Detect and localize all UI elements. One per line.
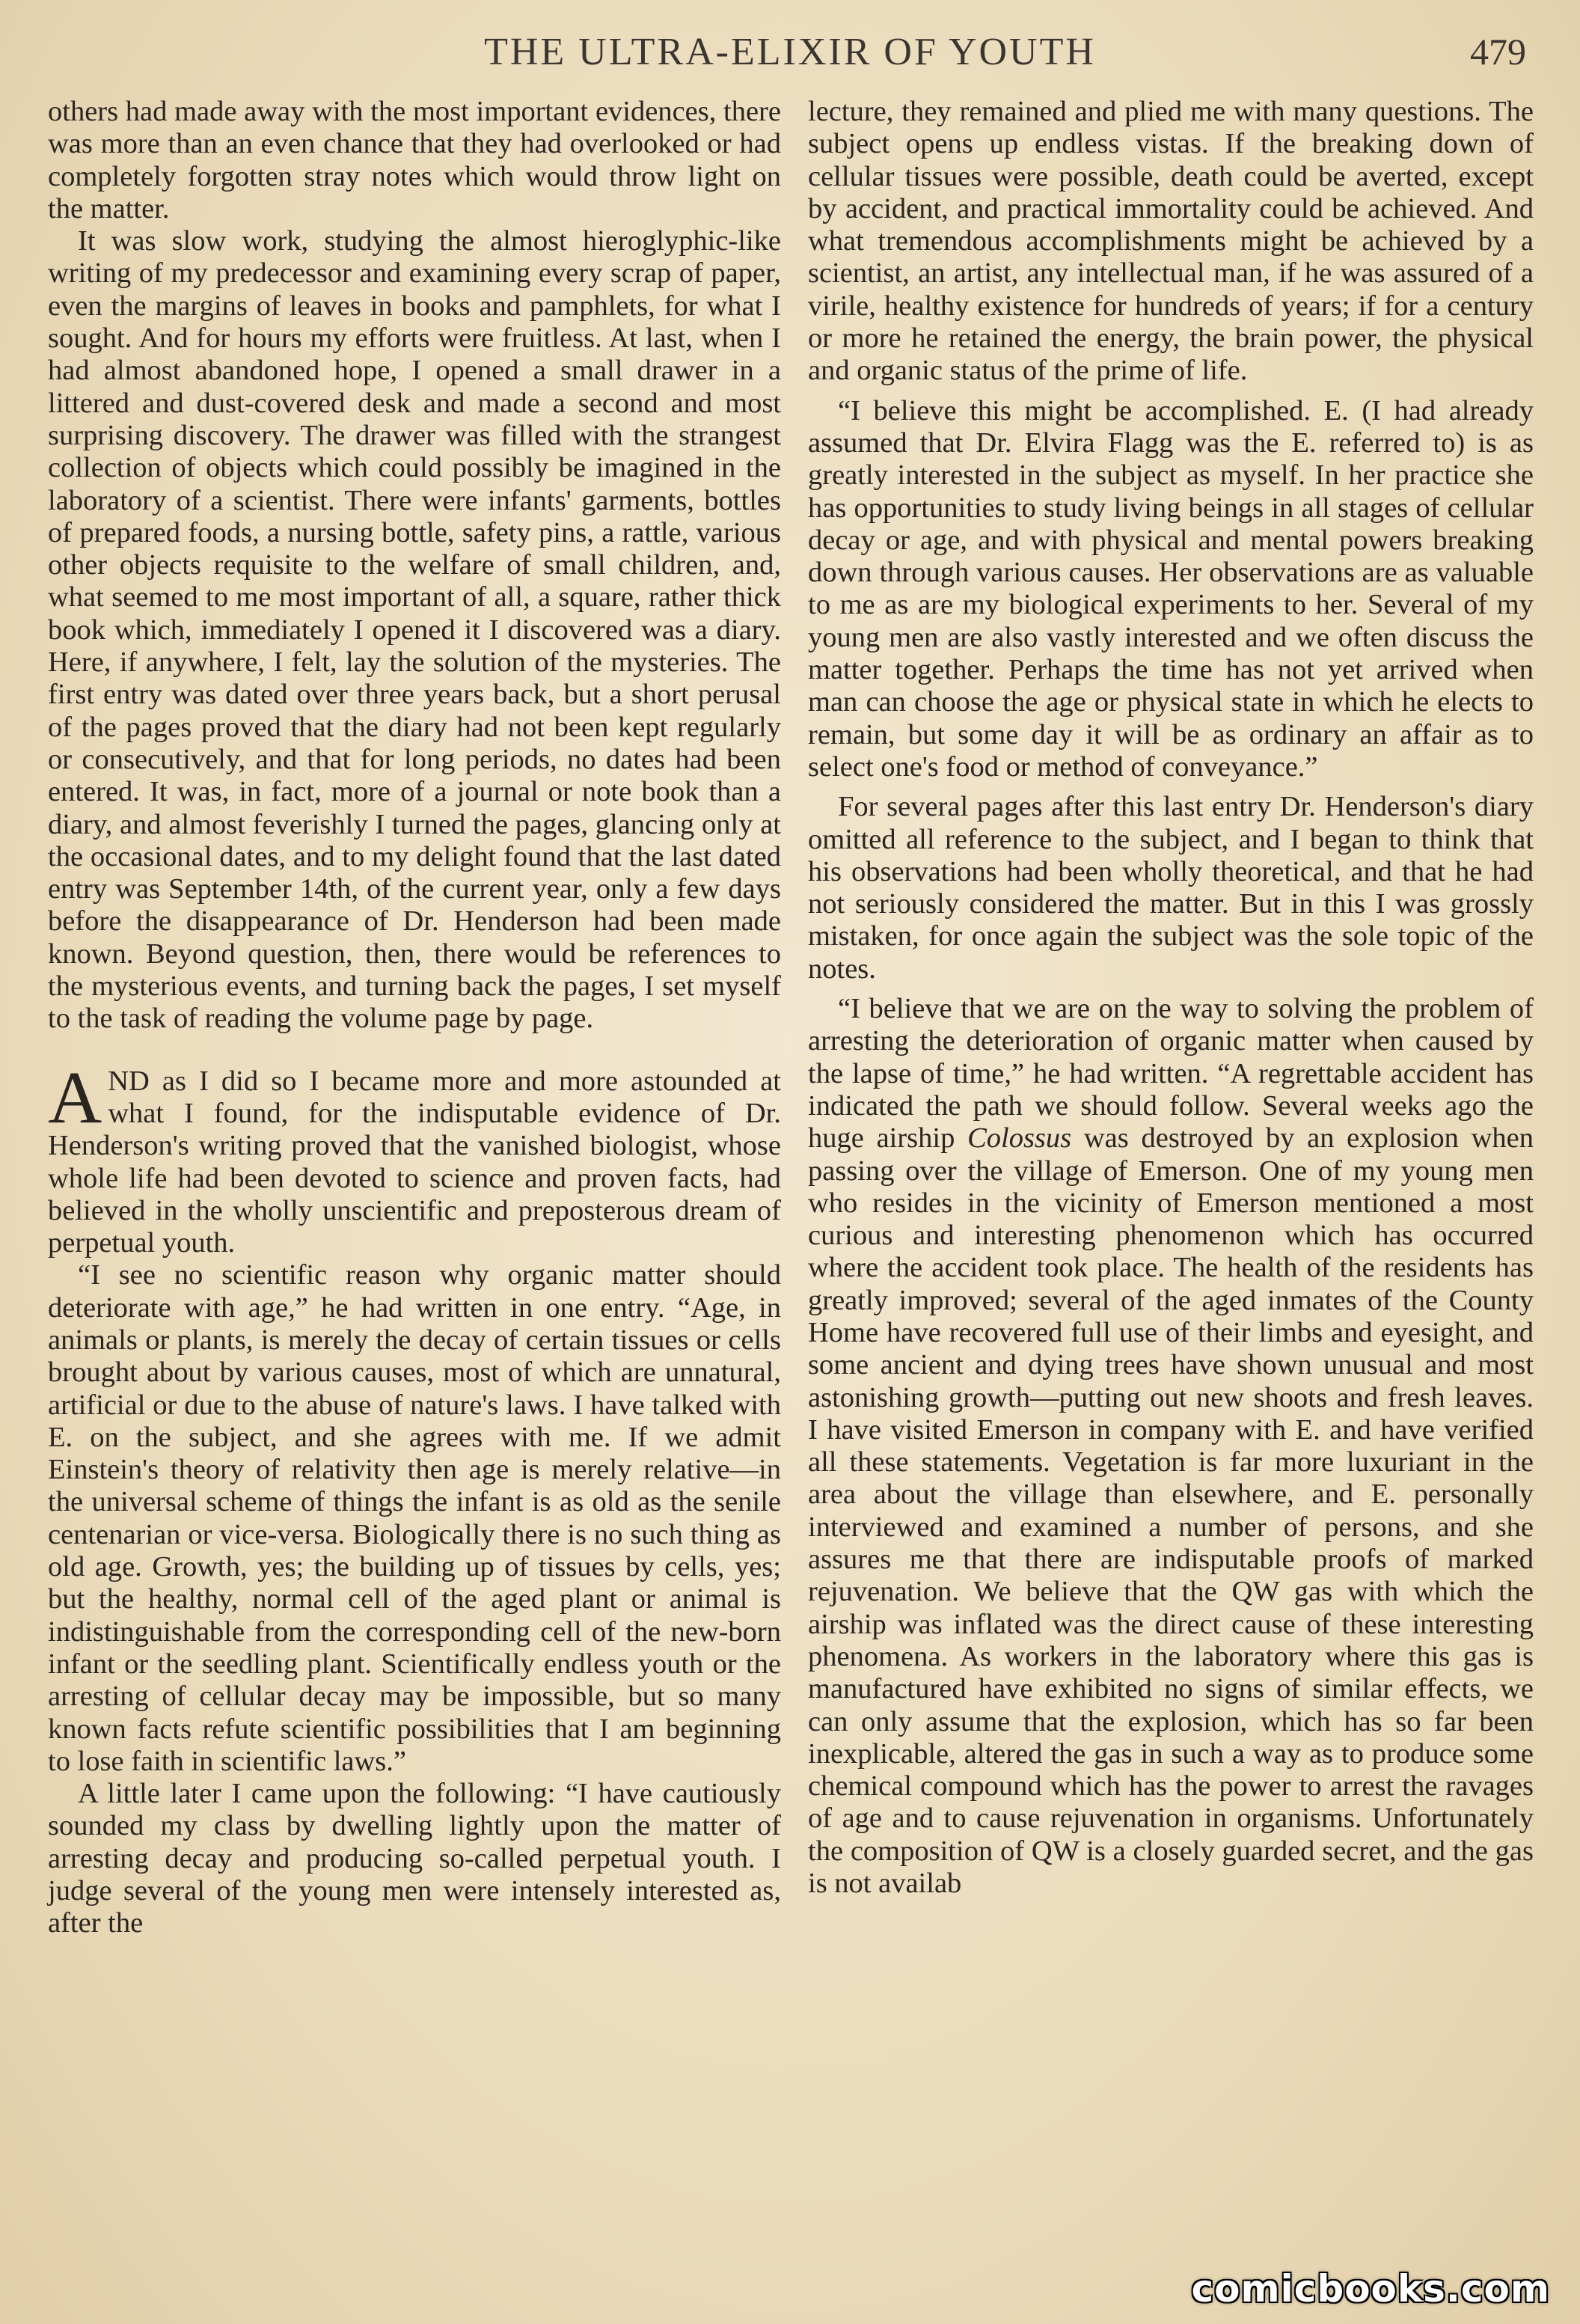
paragraph: lecture, they remained and plied me with many questions. The subject opens up endless vistas. If the breaking down of cellular tissues were possible, death could be averted, except by accident, and practical immortality could be achieved. And what tremendous accomplishments might be achieved by a scientist, an artist, any intellectual man, if he was assured of a virile, healthy existence for hundreds of years; if for a century or more he retained the energy, the brain power, the physical and organic status of the prime of life. (808, 96, 1534, 387)
paragraph (808, 993, 1534, 1900)
paragraph: others had made away with the most important evidences, there was more than an even chance that they had overlooked or had completely forgotten stray notes which would throw light on the matter. (48, 96, 781, 224)
paragraph-text: “I believe that we are on the way to solving the problem of arresting the deterioration of organic matter when caused by the lapse of time,” he had written. “A regrettable accident has indicated the path we should follow. Several weeks ago the huge airship (808, 993, 1534, 1155)
paragraph-with-drop-cap (48, 1055, 781, 1260)
page-number: 479 (1470, 31, 1526, 73)
paragraph-text: was destroyed by an explosion when passing over the village of Emerson. One of my young men who resides in the vicinity of Emerson mentioned a most curious and interesting phenomenon which has occurred where the accident took place. The health of the residents has greatly improved; several of the aged inmates of the County Home have recovered full use of their limbs and eyesight, and some ancient and dying trees have shown unusual and most astonishing growth—putting out new shoots and fresh leaves. I have visited Emerson in company with E. and have verified all these statements. Vegetation is far more luxuriant in the area about the village than elsewhere, and E. personally interviewed and examined a number of persons, and she assures me that there are indisputable proofs of marked rejuvenation. We believe that the QW gas with which the airship was inflated was the direct cause of these interesting phenomena. As workers in the laboratory where this gas is manufactured have exhibited no signs of similar effects, we can only assume that the explosion, which has so far been inexplicable, altered the gas in such a way as to produce some chemical compound which has the power to arrest the ravages of age and to cause rejuvenation in organisms. Unfortunately the composition of QW is a closely guarded secret, and the gas is not availab (808, 1122, 1534, 1900)
paragraph: A little later I came upon the following: “I have cautiously sounded my class by dwelling lightly upon the matter of arresting decay and producing so-called perpetual youth. I judge several of the young men were intensely interested as, after the (48, 1778, 781, 1939)
paragraph: For several pages after this last entry Dr. Henderson's diary omitted all reference to the subject, and I began to think that his observations had been wholly theoretical, and that he had not seriously considered the matter. But in this I was grossly mistaken, for once again the subject was the sole topic of the notes. (808, 791, 1534, 985)
drop-cap: A (48, 1055, 102, 1139)
paragraph: “I see no scientific reason why organic matter should deteriorate with age,” he had written in one entry. “Age, in animals or plants, is merely the decay of certain tissues or cells brought about by various causes, most of which are unnatural, artificial or due to the abuse of nature's laws. I have talked with E. on the subject, and she agrees with me. If we admit Einstein's theory of relativity then age is merely relative—in the universal scheme of things the infant is as old as the senile centenarian or vice-versa. Biologically there is no such thing as old age. Growth, yes; the building up of tissues by cells, yes; but the healthy, normal cell of the aged plant or animal is indistinguishable from the corresponding cell of the new-born infant or the seedling plant. Scientifically endless youth or the arresting of cellular decay may be impossible, but so many known facts refute scientific possibilities that I am beginning to lose faith in scientific laws.” (48, 1259, 781, 1777)
paragraph: “I believe this might be accomplished. E. (I had already assumed that Dr. Elvira Flagg was the E. referred to) is as greatly interested in the subject as myself. In her practice she has opportunities to study living beings in all stages of cellular decay or age, and with physical and mental powers breaking down through various causes. Her observations are as valuable to me as are my biological experiments to her. Several of my young men are also vastly interested and we often discuss the matter together. Perhaps the time has not yet arrived when man can choose the age or physical state in which he elects to remain, but some day it will be as ordinary an affair as to select one's food or method of conveyance.” (808, 394, 1534, 783)
paragraph: It was slow work, studying the almost hieroglyphic-like writing of my predecessor and examining every scrap of paper, even the margins of leaves in books and pamphlets, for what I sought. And for hours my efforts were fruitless. At last, when I had almost abandoned hope, I opened a small drawer in a littered and dust-covered desk and made a second and most surprising discovery. The drawer was filled with the strangest collection of objects which could possibly be imagined in the laboratory of a scientist. There were infants' garments, bottles of prepared foods, a nursing bottle, safety pins, a rattle, various other objects requisite to the welfare of small children, and, what seemed to me most important of all, a square, rather thick book which, immediately I opened it I discovered was a diary. Here, if anywhere, I felt, lay the solution of the mysteries. The first entry was dated over three years back, but a short perusal of the pages proved that the diary had not been kept regularly or consecutively, and that for long periods, no dates had been entered. It was, in fact, more of a journal or note book than a diary, and almost feverishly I turned the pages, glancing only at the occasional dates, and to my delight found that the last dated entry was September 14th, of the current year, only a few days before the disappearance of Dr. Henderson had been made known. Beyond question, then, there would be references to the mysterious events, and turning back the pages, I set myself to the task of reading the volume page by page. (48, 225, 781, 1035)
section-break (48, 1036, 781, 1065)
airship-name: Colossus (967, 1122, 1072, 1155)
watermark-logo: comicbooks.com (1191, 2267, 1550, 2311)
left-column (48, 96, 781, 1940)
page-header (45, 30, 1535, 82)
paragraph-text: ND as I did so I became more and more astounded at what I found, for the indisputable evidence of Dr. Henderson's writing proved that the vanished biologist, whose whole life had been devoted to science and proven facts, had believed in the wholly unscientific and preposterous dream of perpetual youth. (48, 1065, 781, 1259)
right-column (808, 96, 1534, 1900)
running-title: THE ULTRA-ELIXIR OF YOUTH (484, 31, 1096, 73)
